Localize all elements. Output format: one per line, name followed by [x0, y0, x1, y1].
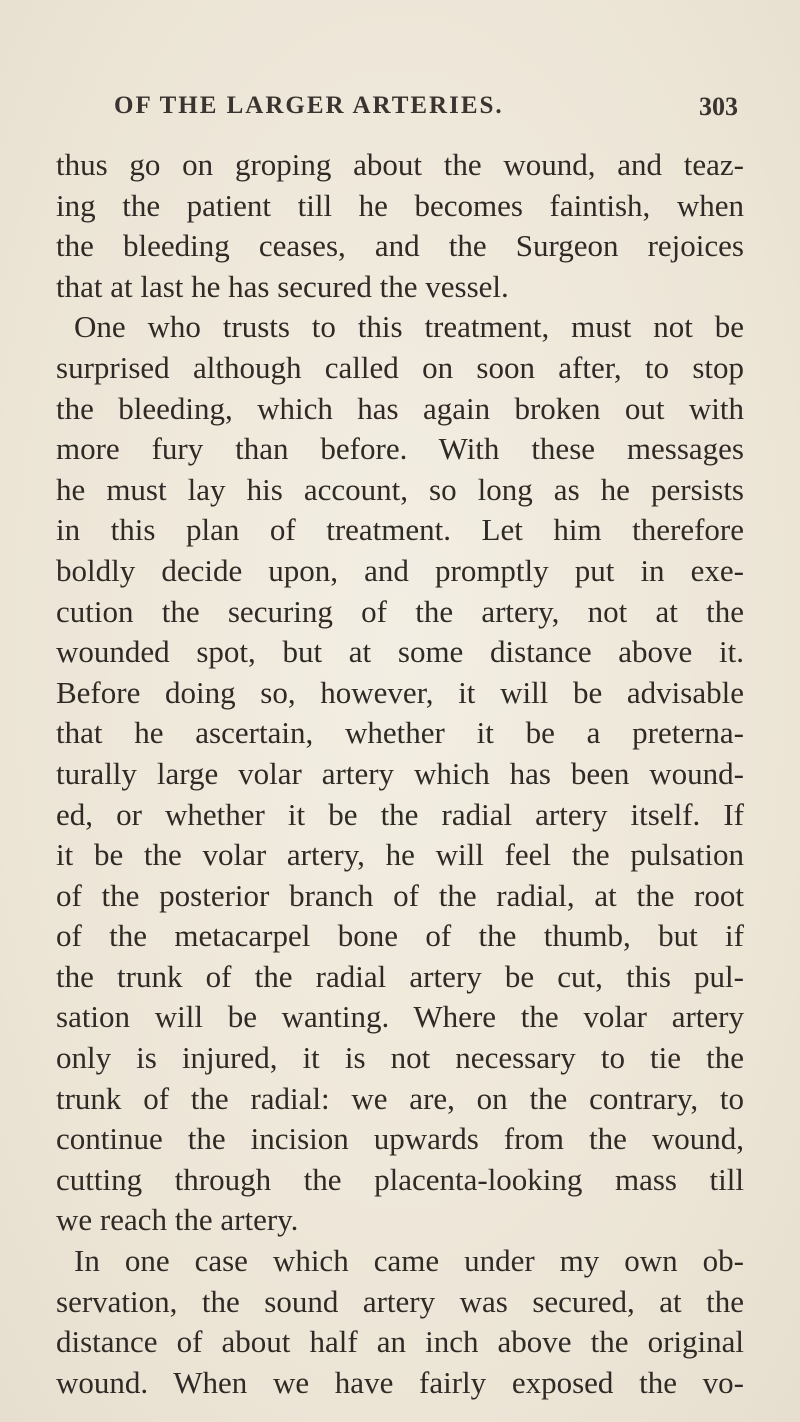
paragraph-start-line: One who trusts to this treatment, must not be — [74, 309, 744, 345]
text-line: cution the securing of the artery, not at the — [56, 593, 744, 629]
text-line: the bleeding, which has again broken out with — [56, 390, 744, 426]
paragraph-start-line: In one case which came under my own ob- — [74, 1243, 744, 1279]
text-line: ing the patient till he becomes faintish, when — [56, 187, 744, 223]
text-line: surprised although called on soon after, to stop — [56, 349, 744, 385]
text-line: ed, or whether it be the radial artery itself. If — [56, 796, 744, 832]
text-line: we reach the artery. — [56, 1202, 299, 1238]
text-line: boldly decide upon, and promptly put in exe- — [56, 552, 744, 588]
text-line: the bleeding ceases, and the Surgeon rejoices — [56, 228, 744, 264]
text-line: trunk of the radial: we are, on the contrary, to — [56, 1080, 744, 1116]
text-line: of the posterior branch of the radial, at the root — [56, 877, 744, 913]
text-line: cutting through the placenta-looking mass till — [56, 1161, 744, 1197]
text-line: more fury than before. With these messages — [56, 431, 744, 467]
text-line: servation, the sound artery was secured, at the — [56, 1283, 744, 1319]
text-line: continue the incision upwards from the wound, — [56, 1121, 744, 1157]
text-line: only is injured, it is not necessary to tie the — [56, 1040, 744, 1076]
text-line: wounded spot, but at some distance above it. — [56, 634, 744, 670]
text-line: Before doing so, however, it will be advisable — [56, 674, 744, 710]
text-line: distance of about half an inch above the original — [56, 1324, 744, 1360]
text-line: thus go on groping about the wound, and teaz- — [56, 147, 744, 182]
text-line: that at last he has secured the vessel. — [56, 268, 509, 304]
running-head — [56, 92, 746, 132]
text-line: he must lay his account, so long as he persists — [56, 471, 744, 507]
running-title: OF THE LARGER ARTERIES. — [114, 92, 504, 119]
text-line: wound. When we have fairly exposed the vo- — [56, 1364, 744, 1400]
body-text — [56, 145, 744, 1403]
page-number: 303 — [699, 92, 738, 121]
text-line: in this plan of treatment. Let him therefore — [56, 512, 744, 548]
text-line: it be the volar artery, he will feel the pulsation — [56, 837, 744, 873]
text-line: that he ascertain, whether it be a preterna- — [56, 715, 744, 751]
text-line: of the metacarpel bone of the thumb, but if — [56, 918, 744, 954]
text-line: the trunk of the radial artery be cut, this pul- — [56, 958, 744, 994]
text-line: sation will be wanting. Where the volar artery — [56, 999, 744, 1035]
text-line: turally large volar artery which has been wound- — [56, 755, 744, 791]
